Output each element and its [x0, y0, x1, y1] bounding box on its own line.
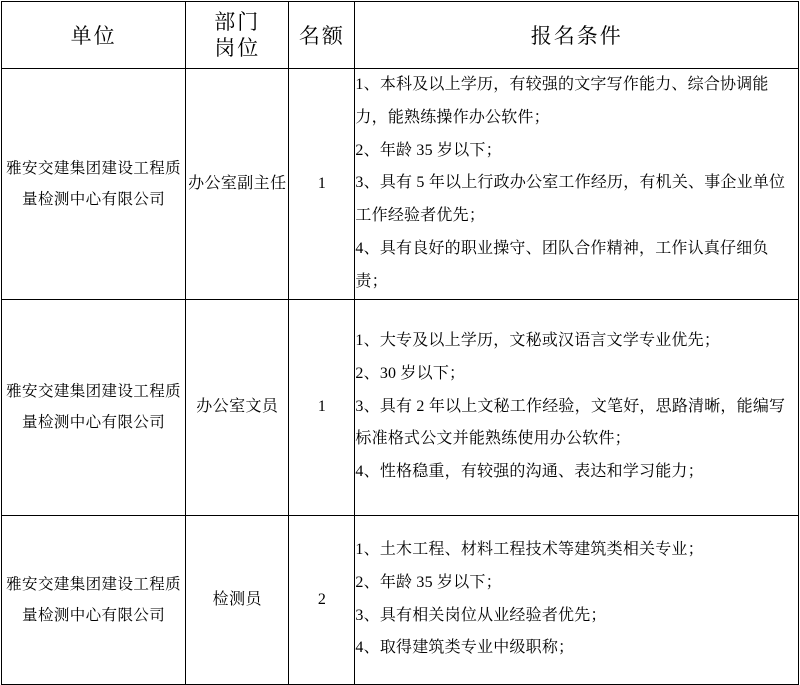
- condition-line: 3、具有 5 年以上行政办公室工作经历，有机关、事企业单位工作经验者优先；: [355, 174, 786, 225]
- cell-quota: 1: [289, 299, 355, 515]
- condition-line: 2、30 岁以下；: [355, 364, 466, 382]
- cell-conditions: [355, 69, 799, 300]
- condition-line: 1、本科及以上学历，有较强的文字写作能力、综合协调能力，能熟练操作办公软件；: [355, 76, 769, 126]
- table-body: [2, 69, 799, 685]
- condition-line: 3、具有相关岗位从业经验者优先；: [355, 606, 607, 624]
- condition-line: 2、年龄 35 岁以下；: [355, 573, 502, 591]
- condition-line: 4、性格稳重，有较强的沟通、表达和学习能力；: [355, 463, 704, 481]
- cell-conditions: [355, 515, 799, 684]
- cell-quota: 1: [289, 69, 355, 300]
- table-row: [2, 69, 799, 300]
- column-header-conditions: 报名条件: [355, 2, 799, 69]
- column-header-post-line1: 部门: [214, 9, 261, 34]
- table-header-row: [2, 2, 799, 69]
- table-row: [2, 299, 799, 515]
- cell-post: 检测员: [186, 515, 289, 684]
- cell-unit: 雅安交建集团建设工程质量检测中心有限公司: [2, 515, 186, 684]
- column-header-quota: 名额: [289, 2, 355, 69]
- recruitment-table: [1, 1, 799, 685]
- cell-unit: 雅安交建集团建设工程质量检测中心有限公司: [2, 69, 186, 300]
- cell-conditions: [355, 299, 799, 515]
- column-header-post: [186, 2, 289, 69]
- condition-line: 1、大专及以上学历，文秘或汉语言文学专业优先；: [355, 332, 721, 350]
- table-row: [2, 515, 799, 684]
- condition-line: 4、取得建筑类专业中级职称；: [355, 639, 575, 657]
- column-header-post-line2: 岗位: [214, 36, 261, 60]
- condition-line: 1、土木工程、材料工程技术等建筑类相关专业；: [355, 540, 704, 558]
- cell-post: 办公室副主任: [186, 69, 289, 300]
- cell-quota: 2: [289, 515, 355, 684]
- condition-line: 4、具有良好的职业操守、团队合作精神，工作认真仔细负责；: [355, 239, 769, 290]
- condition-line: 3、具有 2 年以上文秘工作经验，文笔好，思路清晰，能编写标准格式公文并能熟练使用办公软件；: [355, 397, 786, 448]
- cell-unit: 雅安交建集团建设工程质量检测中心有限公司: [2, 299, 186, 515]
- condition-line: 2、年龄 35 岁以下；: [355, 141, 502, 159]
- table-header: [2, 2, 799, 69]
- cell-post: 办公室文员: [186, 299, 289, 515]
- document-page: [0, 1, 800, 666]
- column-header-unit: 单位: [2, 2, 186, 69]
